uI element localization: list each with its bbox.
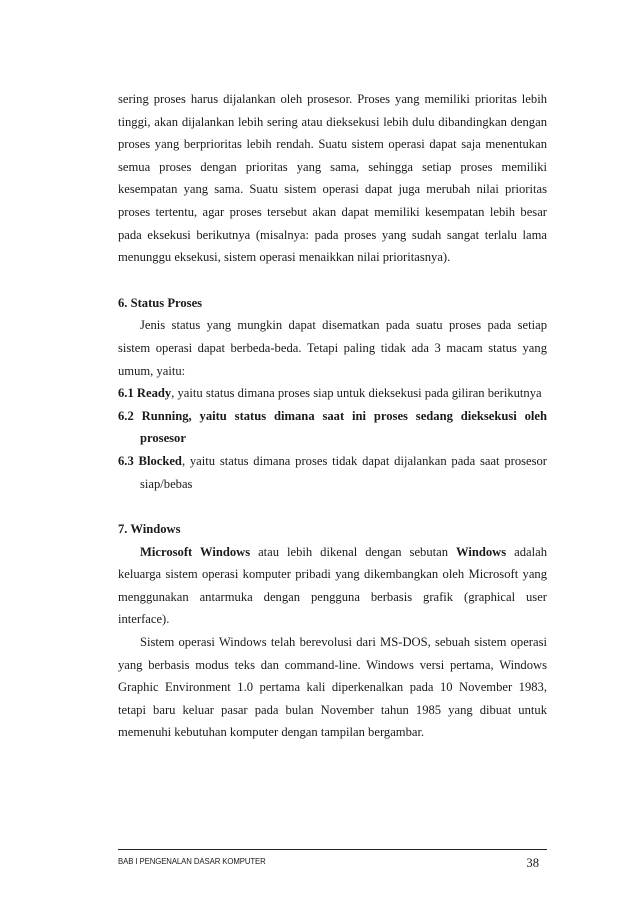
list-item-text: , yaitu status dimana proses siap untuk dieksekusi pada giliran berikutnya: [171, 386, 542, 401]
paragraph-text: adalah keluarga sistem operasi komputer pribadi yang dikembangkan oleh Microsoft yang menggunakan antarmuka dengan pengguna berbasis grafik (graphical user interface).: [118, 544, 548, 627]
intro-paragraph: sering proses harus dijalankan oleh prosesor. Proses yang memiliki prioritas lebih tinggi, akan dijalankan lebih sering atau dieksekusi lebih dulu dibandingkan dengan proses yang berprioritas lebih rendah. Suatu sistem operasi dapat saja menentukan semua proses dengan prioritas yang sama, sehingga setiap proses memiliki kesempatan yang sama. Suatu sistem operasi dapat juga merubah nilai prioritas proses tertentu, agar proses tersebut akan dapat memiliki kesempatan lebih besar pada eksekusi berikutnya (misalnya: pada proses yang sudah sangat terlalu lama menunggu eksekusi, sistem operasi menaikkan nilai prioritasnya).: [118, 92, 547, 265]
list-item-number: 6.1: [118, 386, 134, 401]
page-footer: [118, 849, 547, 871]
list-item-term: Ready: [136, 386, 172, 401]
page-number: 38: [526, 856, 539, 870]
section-7-paragraph-2: Sistem operasi Windows telah berevolusi dari MS-DOS, sebuah sistem operasi yang berbasis modus teks dan command-line. Windows versi pertama, Windows Graphic Environment 1.0 pertama kali diperkenalkan pada 10 November 1983, tetapi baru keluar pasar pada bulan November tahun 1985 yang dibuat untuk memenuhi kebutuhan komputer dengan tampilan bergambar.: [118, 635, 547, 740]
list-item-ready: [118, 382, 547, 405]
section-6-paragraph: Jenis status yang mungkin dapat disematkan pada suatu proses pada setiap sistem operasi dapat berbeda-beda. Tetapi paling tidak ada 3 macam status yang umum, yaitu:: [118, 318, 547, 378]
list-item-blocked: [118, 450, 547, 495]
list-item-number: 6.3: [118, 453, 134, 468]
page-body: [118, 88, 547, 744]
list-item-running: [118, 405, 547, 450]
term-microsoft-windows: Microsoft Windows: [140, 544, 251, 559]
section-7-paragraph-1: [118, 541, 547, 631]
list-item-text: , yaitu status dimana proses tidak dapat dijalankan pada saat prosesor siap/bebas: [140, 453, 547, 491]
section-7-title: 7. Windows: [118, 522, 181, 537]
list-item-number: 6.2: [118, 408, 134, 423]
paragraph-text: atau lebih dikenal dengan sebutan: [250, 544, 456, 559]
term-windows: Windows: [456, 544, 507, 559]
chapter-title: BAB I PENGENALAN DASAR KOMPUTER: [118, 857, 266, 866]
section-6-title: 6. Status Proses: [118, 295, 203, 310]
list-item-term: Running, yaitu status dimana saat ini proses sedang dieksekusi oleh prosesor: [140, 408, 547, 446]
list-item-term: Blocked: [138, 453, 182, 468]
